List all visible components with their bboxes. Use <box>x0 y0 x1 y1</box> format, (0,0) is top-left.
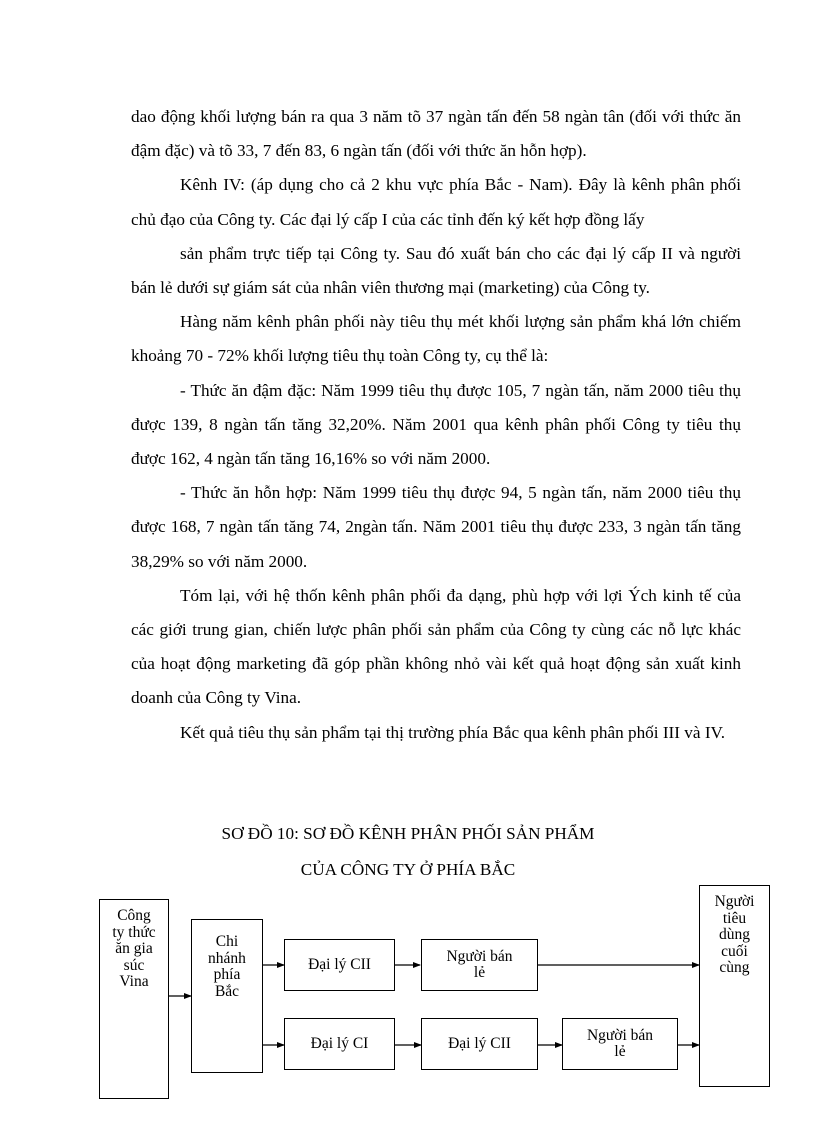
paragraph-5: - Thức ăn đậm đặc: Năm 1999 tiêu thụ được 105, 7 ngàn tấn, năm 2000 tiêu thụ được 139, 8 ngàn tấn tăng 32,20%. Năm 2001 qua kênh phân phối Công ty tiêu thụ được 162, 4 ngàn tấn tăng 16,16% so với năm 2000. <box>131 380 741 469</box>
agent-c2-bottom-box: Đại lý CII <box>421 1018 538 1070</box>
company-box: Công ty thức ăn gia súc Vina <box>99 899 169 1099</box>
paragraph-7: Tóm lại, với hệ thốn kênh phân phối đa dạng, phù hợp với lợi Ých kinh tế của các giới trung gian, chiến lược phân phối sản phẩm của Công ty cùng các nỗ lực khác của hoạt động marketing đã góp phần không nhỏ vài kết quả hoạt động sản xuất kinh doanh của Công ty Vina. <box>131 585 741 708</box>
paragraph-2: Kênh IV: (áp dụng cho cả 2 khu vực phía Bắc - Nam). Đây là kênh phân phối chủ đạo của Công ty. Các đại lý cấp I của các tỉnh đến ký kết hợp đồng lấy <box>131 175 741 229</box>
diagram-title: SƠ ĐỒ 10: SƠ ĐỒ KÊNH PHÂN PHỐI SẢN PHẨM <box>221 824 595 843</box>
branch-box: Chi nhánh phía Bắc <box>191 919 263 1073</box>
retailer-top-box: Người bán lẻ <box>421 939 538 991</box>
consumer-box: Người tiêu dùng cuối cùng <box>699 885 770 1087</box>
agent-c2-top-box: Đại lý CII <box>284 939 395 991</box>
paragraph-3: sản phẩm trực tiếp tại Công ty. Sau đó xuất bán cho các đại lý cấp II và người bán lẻ dưới sự giám sát của nhân viên thương mại (marketing) của Công ty. <box>131 243 741 298</box>
paragraph-6: - Thức ăn hỗn hợp: Năm 1999 tiêu thụ được 94, 5 ngàn tấn, năm 2000 tiêu thụ được 168, 7 ngàn tấn tăng 74, 2ngàn tấn. Năm 2001 tiêu thụ được 233, 3 ngàn tấn tăng 38,29% so với năm 2000. <box>131 483 741 571</box>
retailer-bottom-box: Người bán lẻ <box>562 1018 678 1070</box>
diagram-subtitle: CỦA CÔNG TY Ở PHÍA BẮC <box>300 860 516 879</box>
paragraph-1: dao động khối lượng bán ra qua 3 năm tõ 37 ngàn tấn đến 58 ngàn tân (đối với thức ăn đậm đặc) và tõ 33, 7 đến 83, 6 ngàn tấn (đối với thức ăn hỗn hợp). <box>131 107 741 161</box>
agent-c1-box: Đại lý CI <box>284 1018 395 1070</box>
paragraph-4: Hàng năm kênh phân phối này tiêu thụ mét khối lượng sản phẩm khá lớn chiếm khoảng 70 - 72% khối lượng tiêu thụ toàn Công ty, cụ thể là: <box>131 312 741 366</box>
paragraph-8: Kết quả tiêu thụ sản phẩm tại thị trường phía Bắc qua kênh phân phối III và IV. <box>180 722 726 742</box>
